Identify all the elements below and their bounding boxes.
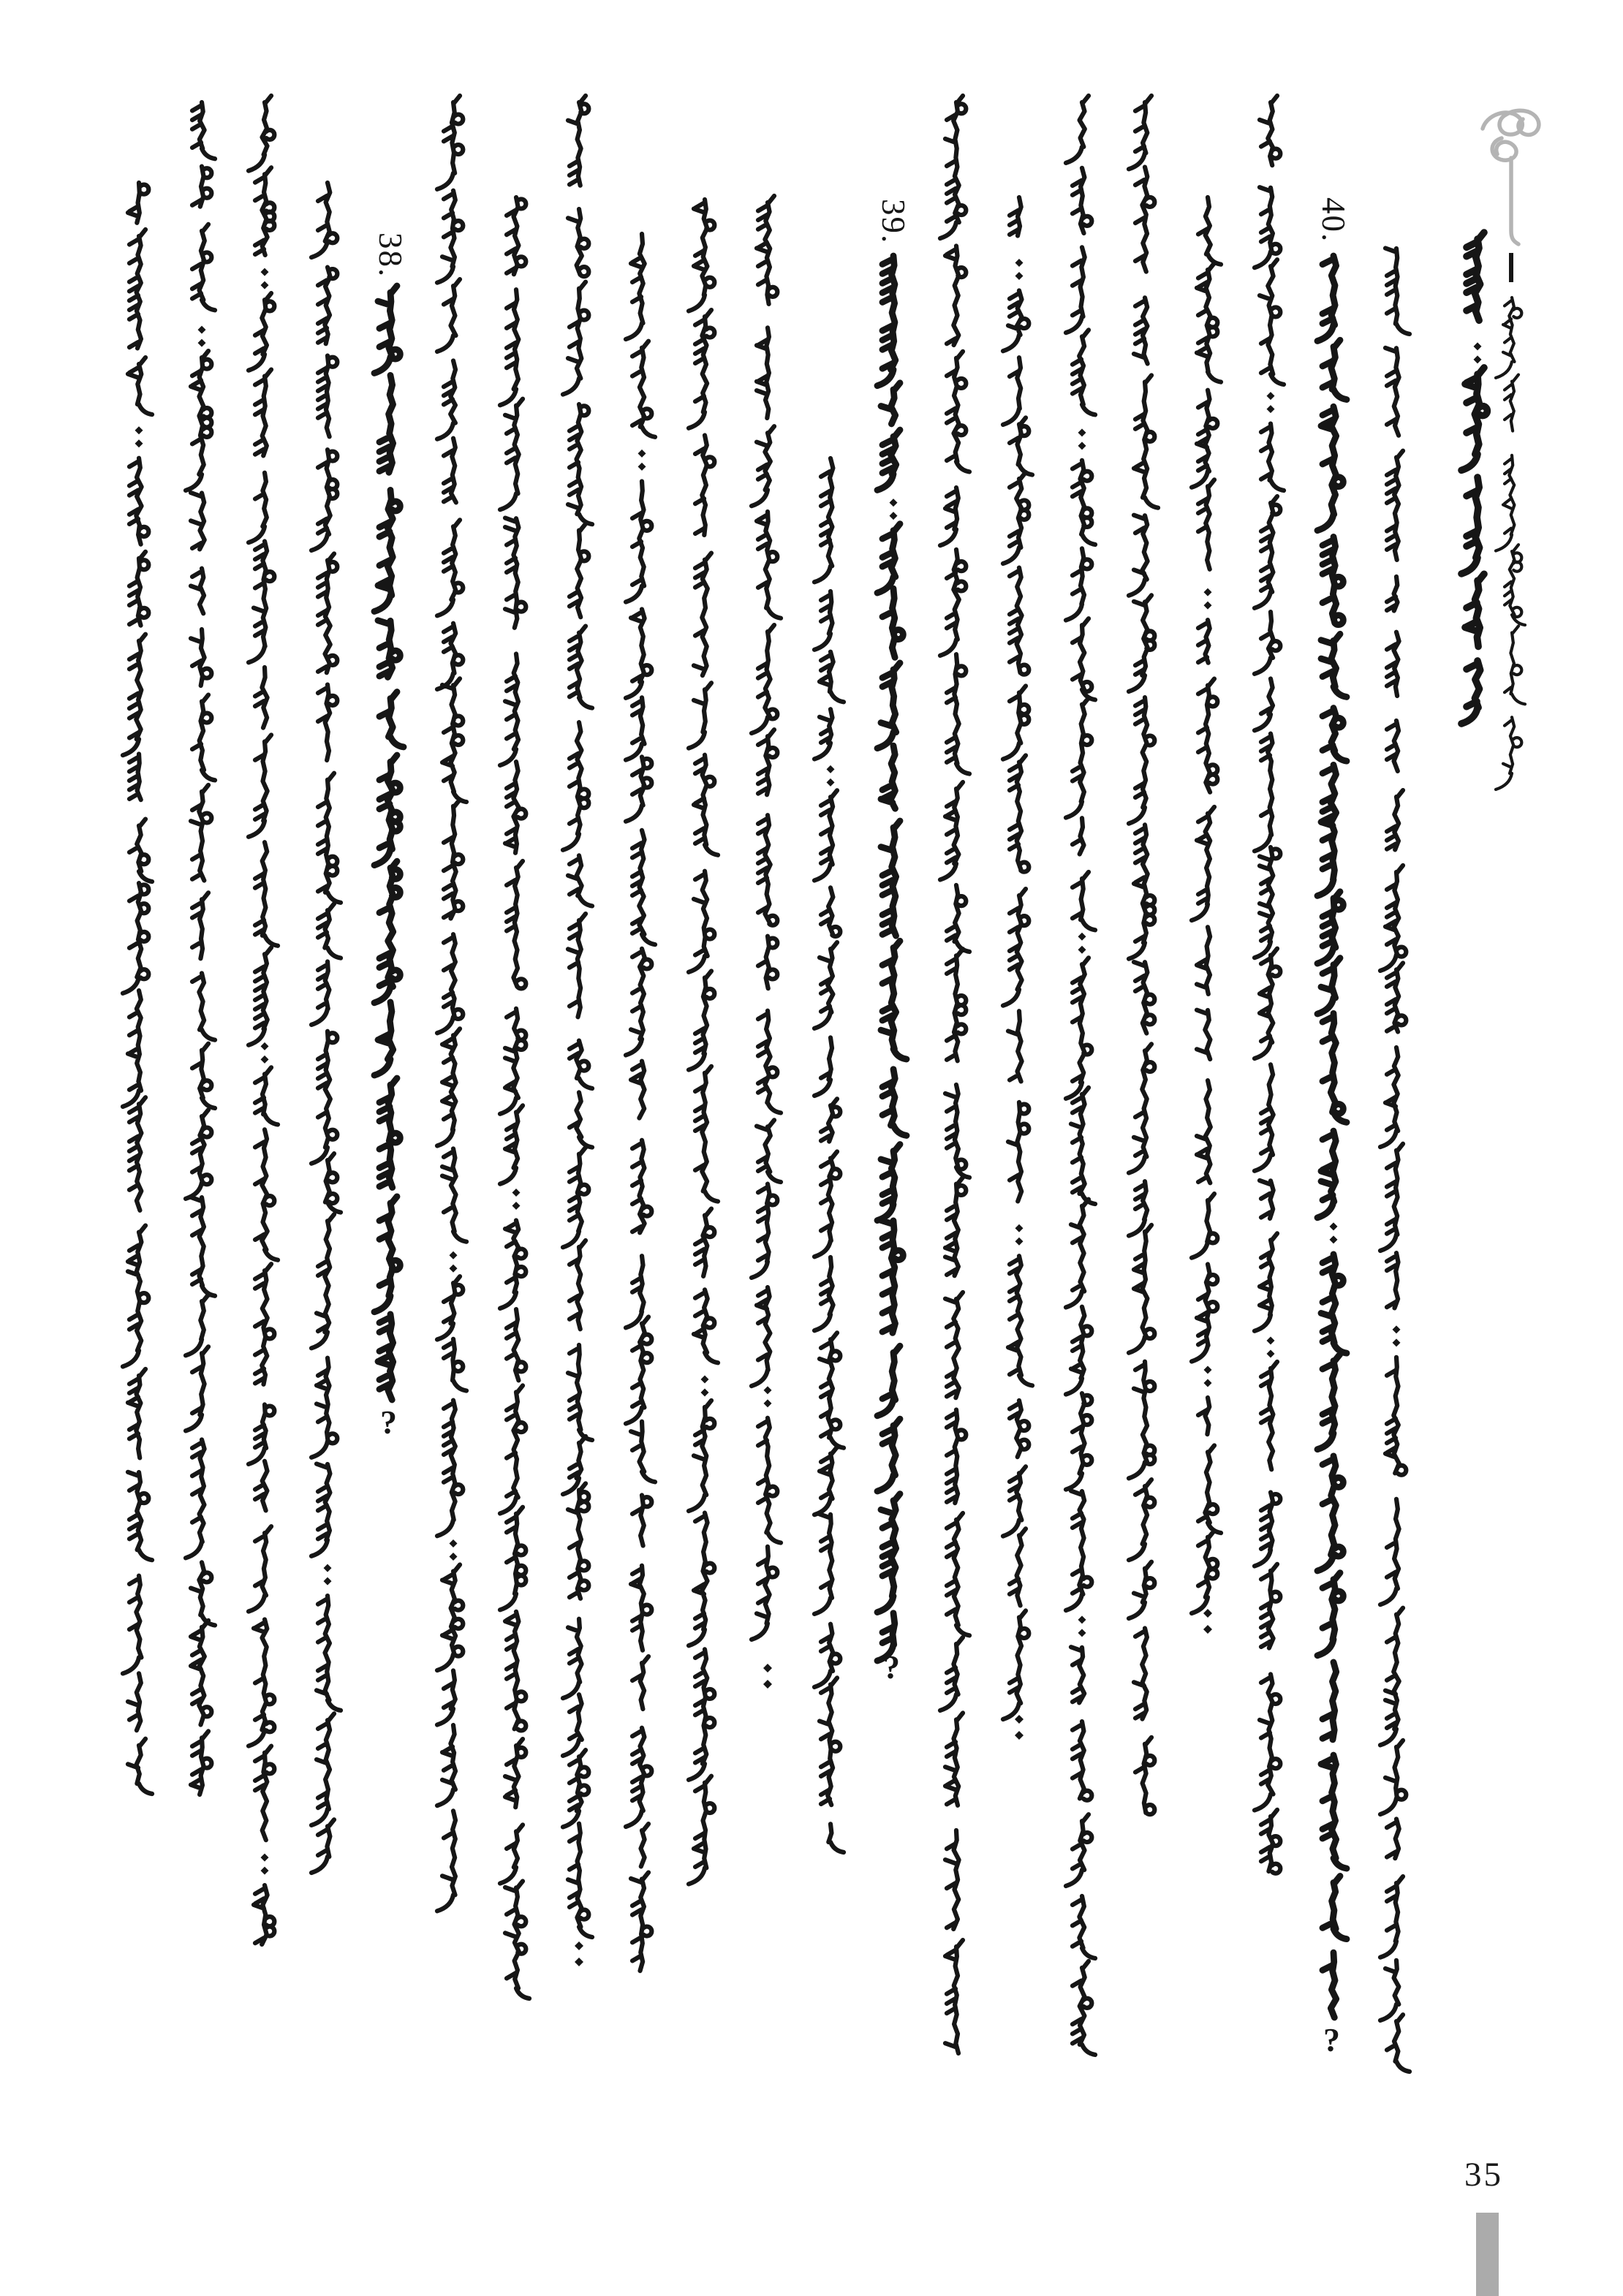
mongolian-text-column — [626, 234, 655, 1971]
punctuation-dot — [1267, 1336, 1275, 1344]
mongolian-text-column — [186, 102, 215, 1795]
punctuation-dot — [1015, 1238, 1024, 1246]
punctuation-dot — [1015, 1715, 1024, 1724]
mongolian-text-column — [311, 183, 341, 1873]
punctuation-dot — [1078, 946, 1086, 954]
punctuation-dot — [324, 1564, 332, 1572]
mongolian-text-column — [563, 96, 592, 1966]
header-text-column — [1496, 298, 1525, 789]
punctuation-dot — [1015, 1224, 1024, 1232]
punctuation-dot — [890, 512, 898, 520]
punctuation-dot — [701, 1375, 709, 1383]
punctuation-dot — [827, 765, 835, 773]
mongolian-text-column — [1192, 197, 1221, 1634]
mongolian-text-column — [1255, 96, 1284, 1873]
punctuation-dot — [1267, 405, 1275, 413]
punctuation-dot — [1204, 1366, 1212, 1374]
flourish-icon — [1483, 110, 1539, 244]
mongolian-text-column — [1003, 197, 1032, 1740]
question-mark: ? — [883, 1648, 900, 1686]
punctuation-dot — [1015, 259, 1024, 267]
mongolian-text-column — [877, 256, 907, 1661]
punctuation-dot — [1203, 1625, 1212, 1634]
punctuation-dot — [1330, 1222, 1338, 1230]
punctuation-dot — [512, 1202, 521, 1210]
punctuation-dot — [135, 426, 143, 434]
punctuation-dot — [261, 1854, 269, 1862]
punctuation-dot — [1330, 1235, 1338, 1243]
punctuation-dot — [450, 1265, 458, 1273]
punctuation-dot — [638, 450, 646, 458]
mongolian-text-column — [940, 96, 969, 2053]
mongolian-text-column — [689, 200, 718, 1884]
punctuation-dot — [261, 268, 269, 276]
mongolian-text-column — [1129, 96, 1158, 1814]
punctuation-dot — [764, 1386, 772, 1394]
punctuation-dot — [1078, 442, 1086, 450]
punctuation-dot — [764, 1399, 772, 1407]
mongolian-text-column — [752, 196, 781, 1689]
punctuation-dot — [1267, 1349, 1275, 1357]
mongolian-text-column — [249, 96, 278, 1944]
mongolian-text-column — [123, 183, 152, 1794]
punctuation-dot — [450, 1251, 458, 1259]
punctuation-dot — [763, 1680, 772, 1689]
punctuation-dot — [827, 778, 835, 787]
punctuation-dot — [261, 1042, 269, 1050]
punctuation-dot — [1078, 428, 1086, 436]
punctuation-dot — [198, 326, 206, 334]
mongolian-text-column — [1066, 96, 1095, 2055]
punctuation-dot — [1204, 602, 1212, 610]
header-divider-dash — [1509, 253, 1513, 282]
punctuation-dot — [575, 1958, 583, 1966]
punctuation-dot — [1078, 1629, 1086, 1637]
punctuation-dot — [701, 1388, 709, 1396]
mongolian-text-column — [1317, 256, 1347, 2017]
punctuation-dot — [1393, 1325, 1401, 1333]
punctuation-dot — [1474, 355, 1482, 363]
punctuation-dot — [890, 499, 898, 507]
punctuation-dot — [261, 281, 269, 289]
item-number-39: 39. — [875, 199, 912, 245]
mongolian-text-column — [1380, 249, 1410, 2072]
punctuation-dot — [198, 339, 206, 347]
mongolian-text-column — [500, 197, 529, 1998]
punctuation-dot — [1078, 933, 1086, 941]
punctuation-dot — [512, 1189, 521, 1197]
punctuation-dot — [1204, 1379, 1212, 1387]
mongolian-text-column — [374, 286, 404, 1400]
punctuation-dot — [1203, 1609, 1212, 1618]
item-number-40: 40. — [1315, 197, 1352, 243]
punctuation-dot — [1078, 1615, 1086, 1624]
punctuation-dot — [135, 439, 143, 447]
punctuation-dot — [1015, 1731, 1024, 1740]
mongolian-text-column — [437, 96, 466, 1911]
mongolian-text-column — [814, 458, 844, 1852]
punctuation-dot — [1474, 342, 1482, 350]
item-number-38: 38. — [372, 232, 409, 279]
punctuation-dot — [450, 1553, 458, 1561]
punctuation-dot — [575, 1941, 583, 1950]
punctuation-dot — [638, 463, 646, 471]
page-number: 35 — [1464, 2156, 1503, 2194]
punctuation-dot — [450, 1539, 458, 1547]
punctuation-dot — [324, 1577, 332, 1585]
header-text-column — [1461, 232, 1487, 724]
punctuation-dot — [1267, 392, 1275, 400]
page-edge-bar — [1476, 2213, 1499, 2296]
question-mark: ? — [380, 1403, 397, 1441]
punctuation-dot — [261, 1867, 269, 1875]
question-mark: ? — [1323, 2021, 1340, 2058]
punctuation-dot — [1015, 272, 1024, 280]
punctuation-dot — [1204, 588, 1212, 596]
punctuation-dot — [1393, 1338, 1401, 1346]
punctuation-dot — [763, 1664, 772, 1672]
punctuation-dot — [261, 1056, 269, 1064]
